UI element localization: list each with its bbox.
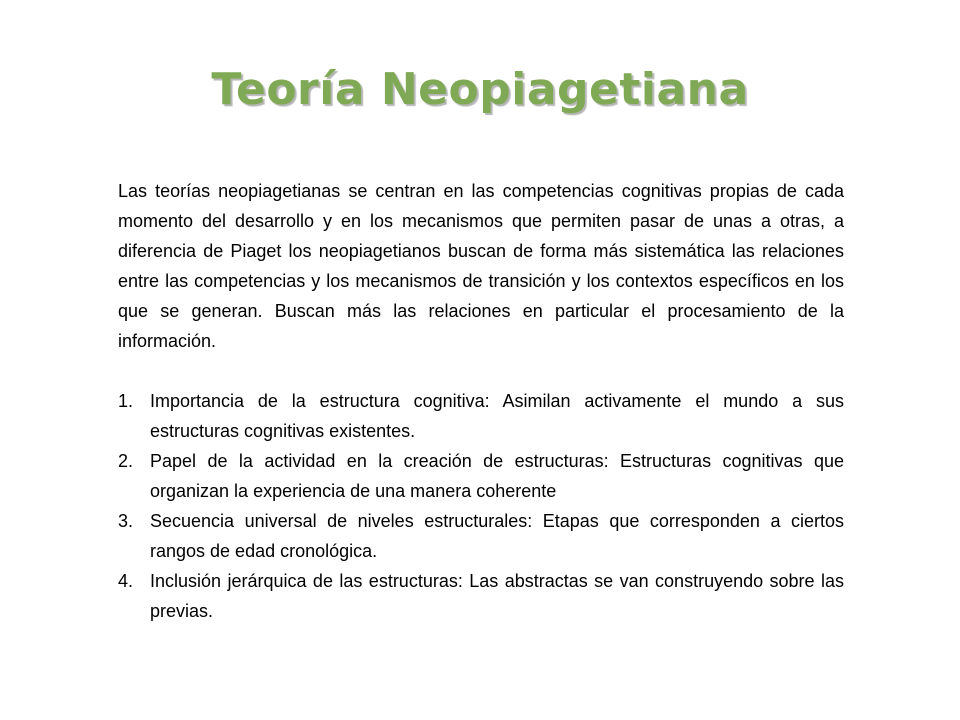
list-item-number: 2.	[118, 451, 134, 471]
slide-title: Teoría Neopiagetiana	[211, 64, 749, 115]
list-item	[118, 506, 844, 566]
list-item	[118, 446, 844, 506]
list-item-text: Importancia de la estructura cognitiva: Asimilan activamente el mundo a sus estructuras cognitivas existentes.	[150, 391, 844, 441]
paragraph-spacer	[118, 356, 844, 386]
list-item-text: Papel de la actividad en la creación de estructuras: Estructuras cognitivas que organizan la experiencia de una manera coherente	[150, 451, 844, 501]
list-item-number: 1.	[118, 391, 134, 411]
list-item-number: 4.	[118, 571, 134, 591]
intro-paragraph: Las teorías neopiagetianas se centran en las competencias cognitivas propias de cada momento del desarrollo y en los mecanismos que permiten pasar de unas a otras, a diferencia de Piaget los neopiagetianos buscan de forma más sistemática las relaciones entre las competencias y los mecanismos de transición y los contextos específicos en los que se generan. Buscan más las relaciones en particular el procesamiento de la información.	[118, 181, 844, 351]
slide-body	[118, 176, 844, 626]
list-item-text: Inclusión jerárquica de las estructuras: Las abstractas se van construyendo sobre las previas.	[150, 571, 844, 621]
list-item	[118, 566, 844, 626]
list-item	[118, 386, 844, 446]
numbered-list	[118, 386, 844, 626]
list-item-number: 3.	[118, 511, 134, 531]
list-item-text: Secuencia universal de niveles estructurales: Etapas que corresponden a ciertos rangos de edad cronológica.	[150, 511, 844, 561]
